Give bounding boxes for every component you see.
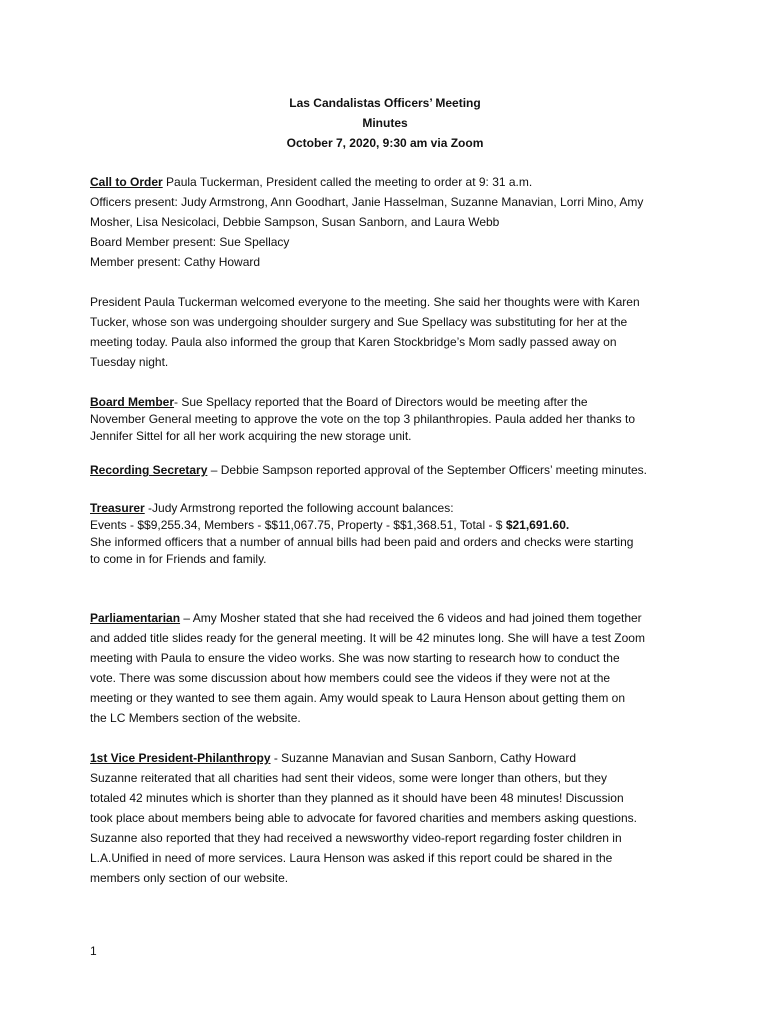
vp-philanthropy-text: - Suzanne Manavian and Susan Sanborn, Cathy Howard bbox=[270, 751, 577, 765]
meeting-date: October 7, 2020, 9:30 am via Zoom bbox=[286, 136, 484, 150]
treasurer-line bbox=[90, 500, 690, 517]
vp-philanthropy-line: took place about members being able to advocate for favored charities and members asking questions. bbox=[90, 811, 637, 825]
vp-philanthropy-line: L.A.Unified in need of more services. Laura Henson was asked if this report could be shared in the bbox=[90, 851, 613, 865]
vp-philanthropy-line: Suzanne reiterated that all charities had sent their videos, some were longer than others, but they bbox=[90, 771, 607, 785]
parliamentarian-text: – Amy Mosher stated that she had received the 6 videos and had joined them together bbox=[180, 611, 642, 625]
parliamentarian-line: meeting with Paula to ensure the video works. She was now starting to research how to conduct the bbox=[90, 651, 620, 665]
member-present: Member present: Cathy Howard bbox=[90, 255, 261, 269]
parliamentarian-line: meeting or they wanted to see them again. Amy would speak to Laura Henson about getting them on bbox=[90, 691, 626, 705]
board-member-section bbox=[90, 394, 690, 445]
treasurer-text: -Judy Armstrong reported the following account balances: bbox=[144, 501, 454, 515]
call-to-order-label: Call to Order bbox=[90, 175, 163, 189]
vp-philanthropy-line: Suzanne also reported that they had received a newsworthy video-report regarding foster children in bbox=[90, 831, 622, 845]
treasurer-section bbox=[90, 500, 690, 568]
vp-philanthropy-section bbox=[90, 748, 690, 888]
vp-philanthropy-line bbox=[90, 748, 690, 768]
welcome-line: Tuesday night. bbox=[90, 355, 169, 369]
parliamentarian-line bbox=[90, 608, 690, 628]
vp-philanthropy-label: 1st Vice President-Philanthropy bbox=[90, 751, 271, 765]
account-balances bbox=[90, 517, 690, 534]
parliamentarian-section bbox=[90, 608, 690, 728]
balances-total: $21,691.60. bbox=[505, 518, 570, 532]
recording-secretary-label: Recording Secretary bbox=[90, 463, 208, 477]
welcome-section bbox=[90, 292, 690, 372]
recording-secretary-text: – Debbie Sampson reported approval of the September Officers’ meeting minutes. bbox=[207, 463, 647, 477]
minutes-subtitle: Minutes bbox=[362, 116, 408, 130]
parliamentarian-line: and added title slides ready for the general meeting. It will be 42 minutes long. She will have a test Zoom bbox=[90, 631, 645, 645]
parliamentarian-line: the LC Members section of the website. bbox=[90, 711, 301, 725]
call-to-order-section bbox=[90, 172, 690, 272]
board-member-text: - Sue Spellacy reported that the Board of Directors would be meeting after the bbox=[174, 395, 588, 409]
meeting-title: Las Candalistas Officers’ Meeting bbox=[289, 96, 481, 110]
vp-philanthropy-line: members only section of our website. bbox=[90, 871, 289, 885]
recording-secretary-line bbox=[90, 462, 690, 479]
board-member-present: Board Member present: Sue Spellacy bbox=[90, 235, 290, 249]
board-member-line bbox=[90, 394, 690, 411]
welcome-line: meeting today. Paula also informed the group that Karen Stockbridge’s Mom sadly passed away on bbox=[90, 335, 617, 349]
officers-present-line-1: Officers present: Judy Armstrong, Ann Goodhart, Janie Hasselman, Suzanne Manavian, Lorri Mino, Amy bbox=[90, 195, 644, 209]
treasurer-line: She informed officers that a number of annual bills had been paid and orders and checks were starting bbox=[90, 535, 634, 549]
call-to-order-line bbox=[90, 172, 690, 192]
board-member-line: Jennifer Sittel for all her work acquiring the new storage unit. bbox=[90, 429, 412, 443]
parliamentarian-label: Parliamentarian bbox=[90, 611, 181, 625]
welcome-line: President Paula Tuckerman welcomed everyone to the meeting. She said her thoughts were with Karen bbox=[90, 295, 640, 309]
balances-text: Events - $$9,255.34, Members - $$11,067.75, Property - $$1,368.51, Total - $ bbox=[90, 518, 506, 532]
treasurer-line: to come in for Friends and family. bbox=[90, 552, 267, 566]
board-member-label: Board Member bbox=[90, 395, 175, 409]
welcome-line: Tucker, whose son was undergoing shoulder surgery and Sue Spellacy was substituting for her at the bbox=[90, 315, 628, 329]
page-number: 1 bbox=[90, 944, 97, 958]
recording-secretary-section bbox=[90, 462, 690, 479]
call-to-order-text: Paula Tuckerman, President called the meeting to order at 9: 31 a.m. bbox=[162, 175, 533, 189]
parliamentarian-line: vote. There was some discussion about how members could see the videos if they were not at the bbox=[90, 671, 611, 685]
treasurer-label: Treasurer bbox=[90, 501, 145, 515]
vp-philanthropy-line: totaled 42 minutes which is shorter than they planned as it should have been 48 minutes! Discussion bbox=[90, 791, 624, 805]
board-member-line: November General meeting to approve the vote on the top 3 philanthropies. Paula added her thanks to bbox=[90, 412, 636, 426]
officers-present-line-2: Mosher, Lisa Nesicolaci, Debbie Sampson, Susan Sanborn, and Laura Webb bbox=[90, 215, 500, 229]
